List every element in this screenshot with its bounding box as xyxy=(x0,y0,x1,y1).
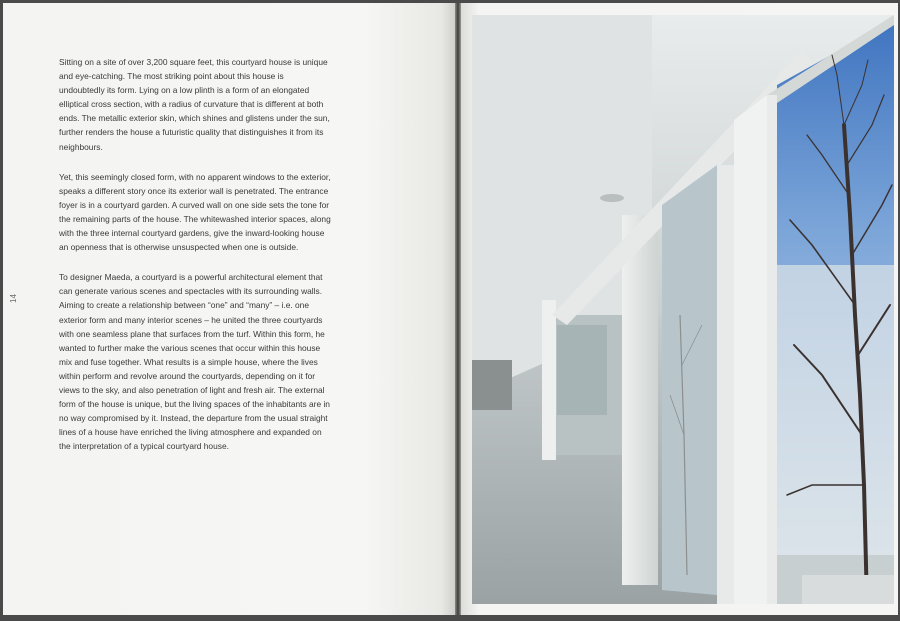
page-number: 14 xyxy=(9,294,18,303)
photo-illustration xyxy=(472,15,894,604)
courtyard-interior-photo xyxy=(472,15,894,604)
left-page xyxy=(3,3,455,615)
article-body xyxy=(59,55,331,469)
paragraph: To designer Maeda, a courtyard is a powerful architectural element that can generate various scenes and spectacles with its surrounding walls. Aiming to create a relationship between “one” and “many” – i.e. one exterior form and many interior scenes – he united the three courtyards with one seamless plane that surfaces from the turf. Within this form, he wanted to further make the various scenes that occur within this house mix and fuse together. What results is a simple house, where the lives within perform and revolve around the courtyards, depending on it for views to the sky, and also penetration of light and fresh air. The external form of the house is unique, but the living spaces of the inhabitants are in no way compromised by it. Instead, the departure from the usual straight lines of a house have enriched the living atmosphere and expanded on the interpretation of a typical courtyard house. xyxy=(59,272,330,452)
paragraph: Sitting on a site of over 3,200 square feet, this courtyard house is unique and eye-catching. The most striking point about this house is undoubtedly its form. Lying on a low plinth is a form of an elongated elliptical cross section, with a radius of curvature that is different at both ends. The metallic exterior skin, which shines and glistens under the sun, further renders the house a futuristic quality that distinguishes it from its neighbours. xyxy=(59,57,330,152)
paragraph: Yet, this seemingly closed form, with no apparent windows to the exterior, speaks a different story once its exterior wall is penetrated. The entrance foyer is in a courtyard garden. A curved wall on one side sets the tone for the remaining parts of the house. The whitewashed interior spaces, along with the three internal courtyard gardens, give the inward-looking house an openness that is otherwise unsuspected when one is outside. xyxy=(59,171,331,253)
